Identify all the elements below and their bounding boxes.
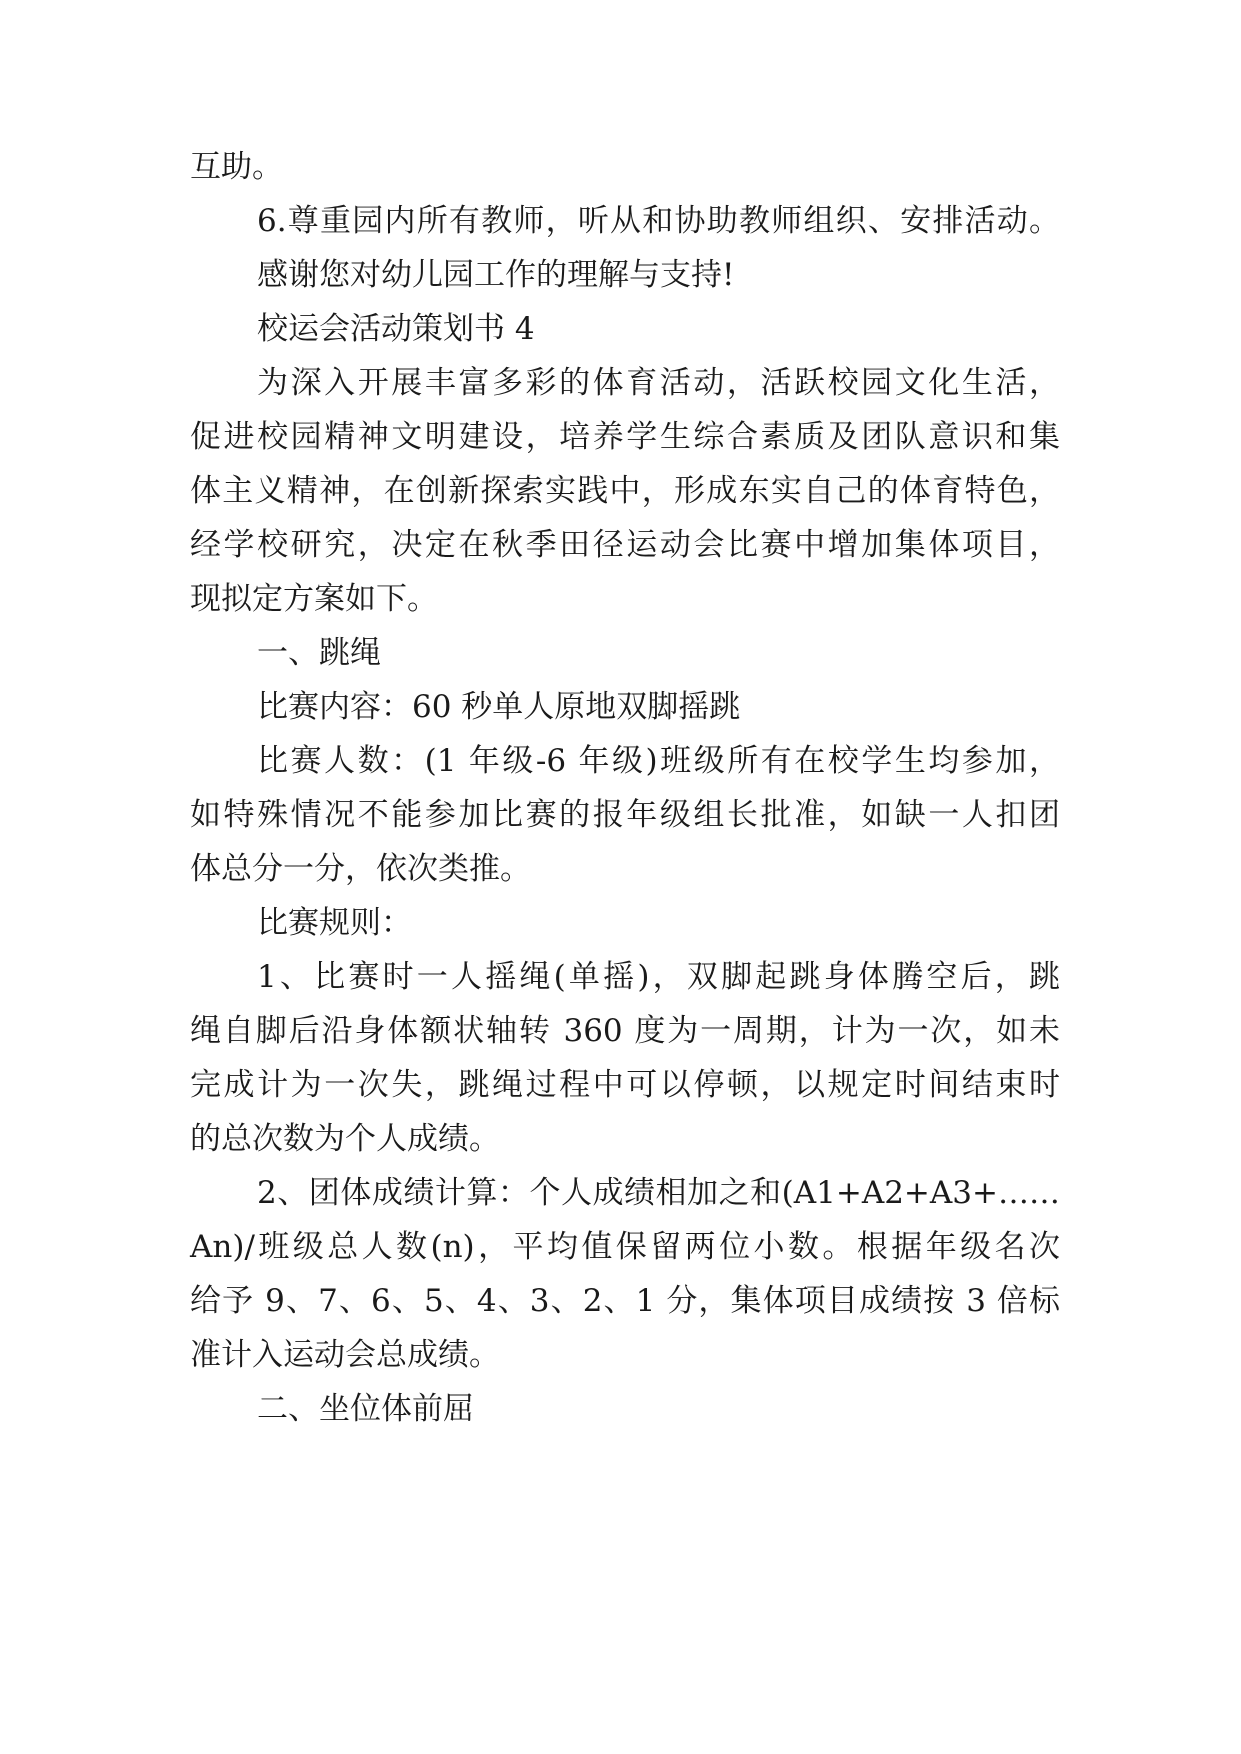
text-line: 比赛规则：: [257, 905, 412, 941]
text-line: 2、团体成绩计算：个人成绩相加之和(A1+A2+A3+……: [257, 1175, 1060, 1211]
text-line: 现拟定方案如下。: [190, 581, 438, 617]
text-line: 准计入运动会总成绩。: [190, 1337, 500, 1373]
text-line: 1、比赛时一人摇绳(单摇)，双脚起跳身体腾空后，跳: [257, 959, 1060, 995]
text-line: 体总分一分，依次类推。: [190, 851, 531, 887]
text-line: 经学校研究，决定在秋季田径运动会比赛中增加集体项目，: [190, 527, 1060, 563]
text-line: 为深入开展丰富多彩的体育活动，活跃校园文化生活，: [257, 365, 1060, 401]
text-line: An)/班级总人数(n)，平均值保留两位小数。根据年级名次: [190, 1229, 1060, 1265]
text-line: 体主义精神，在创新探索实践中，形成东实自己的体育特色，: [190, 473, 1060, 509]
subsection-heading: 一、跳绳: [257, 635, 381, 671]
text-line: 互助。: [190, 149, 283, 185]
text-line: 完成计为一次失，跳绳过程中可以停顿，以规定时间结束时: [190, 1067, 1060, 1103]
text-line: 促进校园精神文明建设，培养学生综合素质及团队意识和集: [190, 419, 1060, 455]
text-line: 比赛人数：(1 年级-6 年级)班级所有在校学生均参加，: [257, 743, 1060, 779]
subsection-heading: 二、坐位体前屈: [257, 1391, 474, 1427]
text-line: 绳自脚后沿身体额状轴转 360 度为一周期，计为一次，如未: [190, 1013, 1060, 1049]
text-line: 如特殊情况不能参加比赛的报年级组长批准，如缺一人扣团: [190, 797, 1060, 833]
text-line: 的总次数为个人成绩。: [190, 1121, 500, 1157]
text-line: 6.尊重园内所有教师，听从和协助教师组织、安排活动。: [257, 203, 1060, 239]
text-line: 给予 9、7、6、5、4、3、2、1 分，集体项目成绩按 3 倍标: [190, 1283, 1060, 1319]
section-heading: 校运会活动策划书 4: [257, 311, 535, 347]
text-line: 感谢您对幼儿园工作的理解与支持!: [257, 257, 735, 293]
text-line: 比赛内容：60 秒单人原地双脚摇跳: [257, 689, 741, 725]
